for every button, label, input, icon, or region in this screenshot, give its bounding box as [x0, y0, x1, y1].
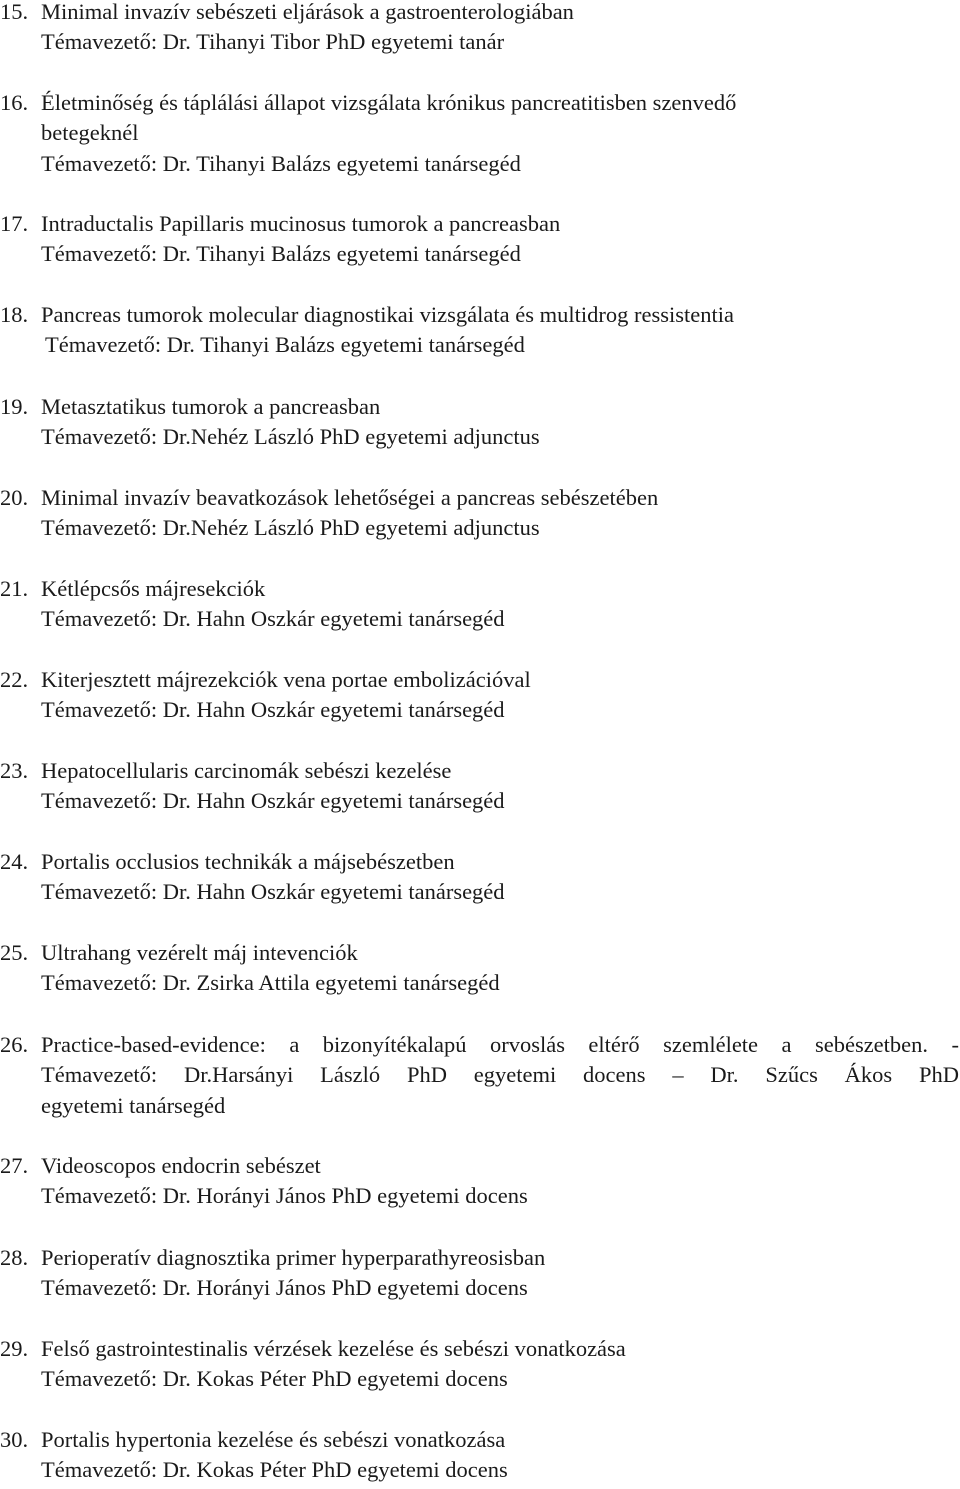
topic-number: 19.	[0, 394, 29, 419]
topic-item-23	[0, 756, 960, 817]
topic-title: Minimal invazív beavatkozások lehetőségei a pancreas sebészetében	[41, 485, 659, 510]
topic-title: Életminőség és táplálási állapot vizsgálata krónikus pancreatitisben szenvedő	[41, 90, 737, 115]
topic-number: 20.	[0, 485, 29, 510]
topic-item-21	[0, 574, 960, 635]
topic-item-24	[0, 847, 960, 908]
topic-supervisor: Témavezető: Dr. Hahn Oszkár egyetemi tanársegéd	[41, 788, 505, 814]
topic-supervisor: Témavezető: Dr.Nehéz László PhD egyetemi adjunctus	[41, 424, 540, 450]
topic-number: 22.	[0, 667, 29, 692]
topic-title: Metasztatikus tumorok a pancreasban	[41, 394, 381, 419]
topic-title: Intraductalis Papillaris mucinosus tumorok a pancreasban	[41, 211, 561, 236]
topic-supervisor: Témavezető: Dr. Horányi János PhD egyetemi docens	[41, 1183, 528, 1209]
topic-number: 27.	[0, 1153, 29, 1178]
topic-number: 21.	[0, 576, 29, 601]
topic-number: 24.	[0, 849, 29, 874]
topic-supervisor: Témavezető: Dr.Nehéz László PhD egyetemi adjunctus	[41, 515, 540, 541]
topic-item-20	[0, 483, 960, 544]
topic-item-22	[0, 665, 960, 726]
topic-supervisor: Témavezető: Dr. Hahn Oszkár egyetemi tanársegéd	[41, 697, 505, 723]
topic-item-25	[0, 938, 960, 999]
topic-supervisor: Témavezető: Dr. Horányi János PhD egyetemi docens	[41, 1275, 528, 1301]
topic-supervisor: Témavezető: Dr. Tihanyi Tibor PhD egyetemi tanár	[41, 29, 505, 55]
topic-item-19	[0, 392, 960, 453]
topic-number: 25.	[0, 940, 29, 965]
topic-item-27	[0, 1151, 960, 1212]
topic-title: Pancreas tumorok molecular diagnostikai vizsgálata és multidrog ressistentia	[41, 302, 734, 327]
topic-number: 26.	[0, 1032, 29, 1057]
topic-item-28	[0, 1243, 960, 1304]
topic-item-29	[0, 1334, 960, 1395]
topic-number: 16.	[0, 90, 29, 115]
topic-title-continued: betegeknél	[41, 120, 139, 146]
topic-supervisor: Témavezető: Dr. Zsirka Attila egyetemi tanársegéd	[41, 970, 500, 996]
topic-title: Ultrahang vezérelt máj intevenciók	[41, 940, 358, 965]
topic-supervisor: Témavezető: Dr. Tihanyi Balázs egyetemi tanársegéd	[41, 241, 521, 267]
topic-number: 23.	[0, 758, 29, 783]
topic-supervisor: Témavezető: Dr.Harsányi László PhD egyetemi docens – Dr. Szűcs Ákos PhD	[41, 1062, 959, 1088]
topic-title: Hepatocellularis carcinomák sebészi kezelése	[41, 758, 452, 783]
topic-title: Felső gastrointestinalis vérzések kezelése és sebészi vonatkozása	[41, 1336, 626, 1361]
topic-title: Videoscopos endocrin sebészet	[41, 1153, 321, 1178]
topic-title: Minimal invazív sebészeti eljárások a gastroenterologiában	[41, 0, 574, 24]
topic-title: Portalis hypertonia kezelése és sebészi vonatkozása	[41, 1427, 506, 1452]
topic-title: Practice-based-evidence: a bizonyítékalapú orvoslás eltérő szemlélete a sebészetben. -	[41, 1032, 959, 1057]
topic-supervisor: Témavezető: Dr. Tihanyi Balázs egyetemi tanársegéd	[41, 150, 521, 176]
topic-title: Kiterjesztett májrezekciók vena portae embolizációval	[41, 667, 531, 692]
topic-supervisor-continued: egyetemi tanársegéd	[41, 1092, 226, 1118]
topic-title: Perioperatív diagnosztika primer hyperparathyreosisban	[41, 1245, 546, 1270]
topic-title: Portalis occlusios technikák a májsebészetben	[41, 849, 455, 874]
topic-supervisor: Témavezető: Dr. Hahn Oszkár egyetemi tanársegéd	[41, 879, 505, 905]
topic-item-26	[0, 1030, 960, 1121]
topic-title: Kétlépcsős májresekciók	[41, 576, 266, 601]
topic-item-30	[0, 1425, 960, 1486]
topic-number: 15.	[0, 0, 29, 24]
topic-number: 29.	[0, 1336, 29, 1361]
topic-supervisor: Témavezető: Dr. Tihanyi Balázs egyetemi tanársegéd	[45, 332, 525, 358]
topic-supervisor: Témavezető: Dr. Kokas Péter PhD egyetemi docens	[41, 1457, 508, 1483]
topic-number: 30.	[0, 1427, 29, 1452]
topic-supervisor: Témavezető: Dr. Hahn Oszkár egyetemi tanársegéd	[41, 606, 505, 632]
topic-item-18	[0, 300, 960, 361]
topic-item-16	[0, 88, 960, 179]
topic-item-15	[0, 0, 960, 58]
topic-number: 28.	[0, 1245, 29, 1270]
topic-number: 17.	[0, 211, 29, 236]
topic-number: 18.	[0, 302, 29, 327]
topic-supervisor: Témavezető: Dr. Kokas Péter PhD egyetemi docens	[41, 1366, 508, 1392]
topic-item-17	[0, 209, 960, 270]
